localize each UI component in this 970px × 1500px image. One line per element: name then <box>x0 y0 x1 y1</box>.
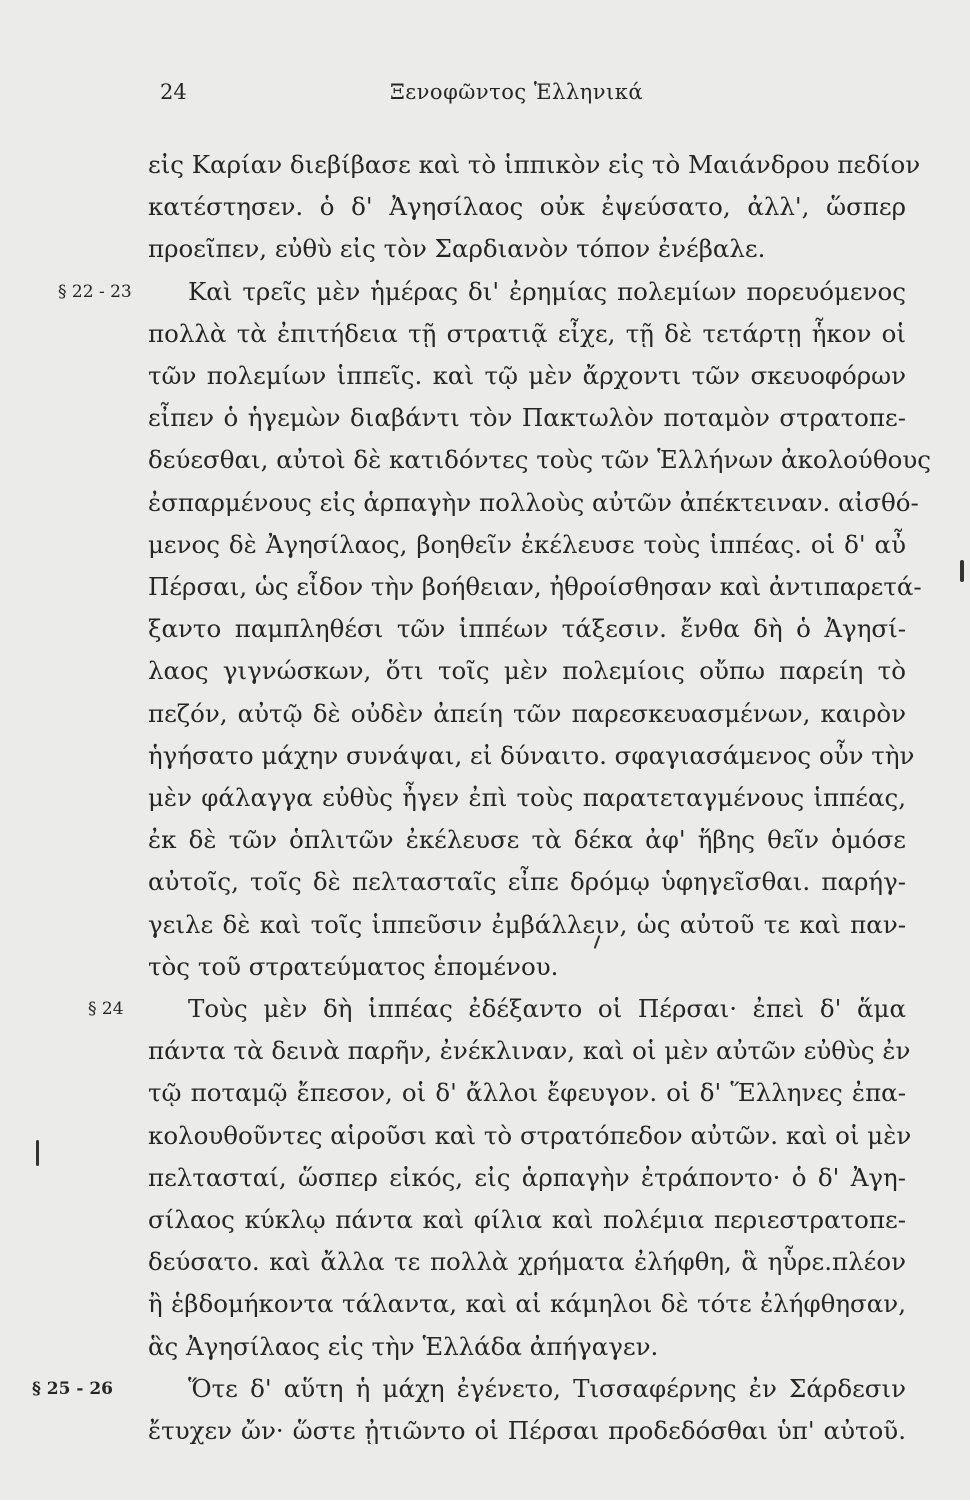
running-title: Ξενοφῶντος Ἑλληνικά <box>390 80 644 104</box>
text-line: Ὅτε δ' αὕτη ἡ μάχη ἐγένετο, Τισσαφέρνης ἐν Σάρδεσιν <box>188 1373 906 1403</box>
text-line: λαος γιγνώσκων, ὅτι τοῖς μὲν πολεμίοις οὔπω παρείη τὸ <box>148 656 906 686</box>
text-line: ξαντο παμπληθέσι τῶν ἱππέων τάξεσιν. ἔνθα δὴ ὁ Ἀγησί- <box>148 614 906 644</box>
text-line: κατέστησεν. ὁ δ' Ἀγησίλαος οὐκ ἐψεύσατο, ἀλλ', ὥσπερ <box>148 192 906 222</box>
text-line: Καὶ τρεῖς μὲν ἡμέρας δι' ἐρημίας πολεμίων πορευόμενος <box>188 276 906 306</box>
page-number: 24 <box>160 80 187 104</box>
page-edge-mark <box>960 560 964 582</box>
text-line: τῷ ποταμῷ ἔπεσον, οἱ δ' ἄλλοι ἔφευγον. οἱ δ' Ἕλληνες ἐπα- <box>148 1078 906 1108</box>
text-line: προεῖπεν, εὐθὺ εἰς τὸν Σαρδιανὸν τόπον ἐνέβαλε. <box>148 234 766 264</box>
text-line: δεύσατο. καὶ ἄλλα τε πολλὰ χρήματα ἐλήφθη, ἃ ηὗρε.πλέον <box>148 1247 906 1277</box>
section-marker: § 25 - 26 <box>32 1378 114 1399</box>
text-line: Πέρσαι, ὡς εἶδον τὴν βοήθειαν, ἠθροίσθησαν καὶ ἀντιπαρετά- <box>148 572 922 601</box>
text-line: εἶπεν ὁ ἡγεμὼν διαβάντι τὸν Πακτωλὸν ποταμὸν στρατοπε- <box>148 403 906 433</box>
text-line: ἐσπαρμένους εἰς ἁρπαγὴν πολλοὺς αὐτῶν ἀπέκτειναν. αἰσθό- <box>148 487 919 517</box>
text-line: ἔτυχεν ὤν· ὥστε ᾐτιῶντο οἱ Πέρσαι προδεδόσθαι ὑπ' αὐτοῦ. <box>148 1416 906 1445</box>
text-line: πελτασταί, ὥσπερ εἰκός, εἰς ἁρπαγὴν ἐτράποντο· ὁ δ' Ἀγη- <box>148 1162 906 1192</box>
text-line: ἢ ἑβδομήκοντα τάλαντα, καὶ αἱ κάμηλοι δὲ τότε ἐλήφθησαν, <box>148 1289 906 1319</box>
text-line: Τοὺς μὲν δὴ ἱππέας ἐδέξαντο οἱ Πέρσαι· ἐπεὶ δ' ἅμα <box>188 994 906 1023</box>
text-line: γειλε δὲ καὶ τοῖς ἱππεῦσιν ἐμβάλλειν, ὡς αὐτοῦ τε καὶ παν- <box>148 909 906 939</box>
text-line: ἃς Ἀγησίλαος εἰς τὴν Ἑλλάδα ἀπήγαγεν. <box>148 1331 659 1361</box>
text-line: πάντα τὰ δεινὰ παρῆν, ἐνέκλιναν, καὶ οἱ μὲν αὐτῶν εὐθὺς ἐν <box>148 1036 911 1066</box>
text-line: ἐκ δὲ τῶν ὁπλιτῶν ἐκέλευσε τὰ δέκα ἀφ' ἥβης θεῖν ὁμόσε <box>148 825 906 855</box>
margin-ink-mark <box>36 1140 39 1166</box>
text-line: τῶν πολεμίων ἱππεῖς. καὶ τῷ μὲν ἄρχοντι τῶν σκευοφόρων <box>148 361 906 390</box>
text-line: δεύεσθαι, αὐτοὶ δὲ κατιδόντες τοὺς τῶν Ἑλλήνων ἀκολούθους <box>148 445 931 475</box>
text-line: σίλαος κύκλῳ πάντα καὶ φίλια καὶ πολέμια περιεστρατοπε- <box>148 1205 906 1234</box>
text-line: κολουθοῦντες αἱροῦσι καὶ τὸ στρατόπεδον αὐτῶν. καὶ οἱ μὲν <box>148 1120 912 1150</box>
section-marker: § 22 - 23 <box>58 281 132 302</box>
page-header <box>160 80 680 116</box>
text-line: πεζόν, αὐτῷ δὲ οὐδὲν ἀπείη τῶν παρεσκευασμένων, καιρὸν <box>148 698 906 728</box>
text-line: μενος δὲ Ἀγησίλαος, βοηθεῖν ἐκέλευσε τοὺς ἱππέας. οἱ δ' αὖ <box>148 529 906 559</box>
text-line: μὲν φάλαγγα εὐθὺς ἦγεν ἐπὶ τοὺς παρατεταγμένους ἱππέας, <box>148 783 906 812</box>
text-line: τὸς τοῦ στρατεύματος ἑπομένου. <box>148 951 559 981</box>
section-marker: § 24 <box>88 999 124 1019</box>
text-line: εἰς Καρίαν διεβίβασε καὶ τὸ ἱππικὸν εἰς τὸ Μαιάνδρου πεδίον <box>148 150 921 179</box>
text-line: ἡγήσατο μάχην συνάψαι, εἰ δύναιτο. σφαγιασάμενος οὖν τὴν <box>148 740 915 770</box>
text-line: αὐτοῖς, τοῖς δὲ πελτασταῖς εἶπε δρόμῳ ὑφηγεῖσθαι. παρήγ- <box>148 867 906 897</box>
text-line: πολλὰ τὰ ἐπιτήδεια τῇ στρατιᾷ εἶχε, τῇ δὲ τετάρτῃ ἧκον οἱ <box>148 318 906 348</box>
